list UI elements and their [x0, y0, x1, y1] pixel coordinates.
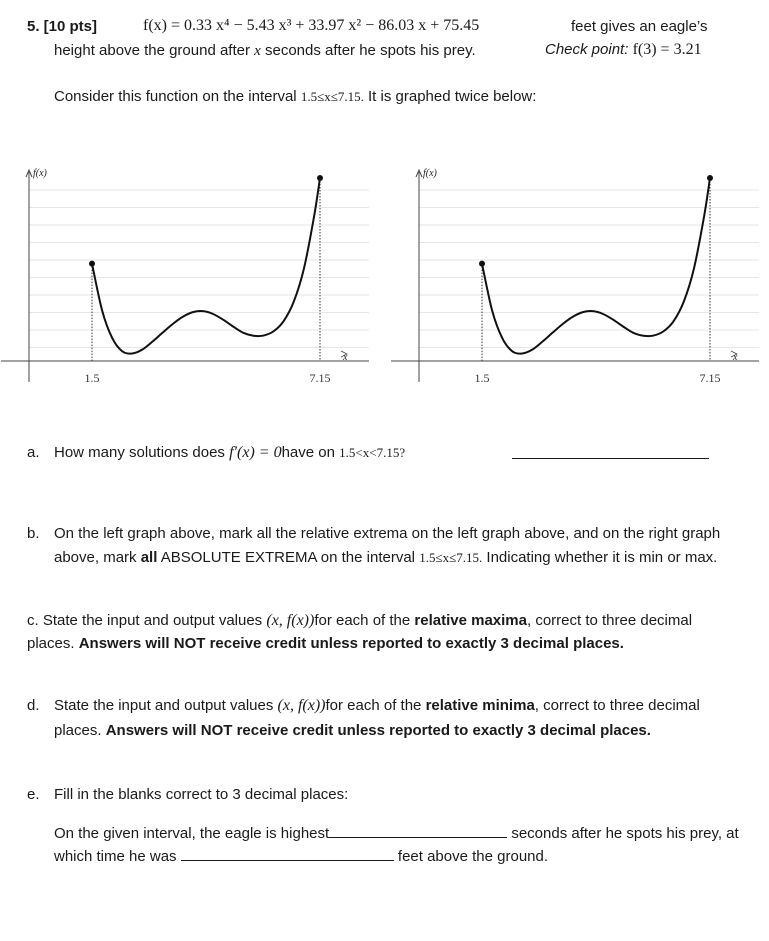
left-tick-label-left: 1.5	[84, 371, 100, 385]
header-line2	[54, 42, 476, 60]
question-a-text-2: have on	[281, 444, 335, 461]
graphs-area	[0, 150, 769, 400]
question-e-feet: feet above the ground.	[397, 848, 549, 865]
left-function-curve	[92, 178, 320, 354]
question-c-text: State the input and output values	[42, 612, 263, 629]
question-c-text-3: , correct to three decimal	[526, 612, 693, 629]
question-b-absolute: ABSOLUTE EXTREMA on the interval	[160, 549, 416, 566]
question-c-places: places.	[27, 635, 75, 652]
question-a-letter: a.	[27, 444, 40, 461]
question-d-text-2: for each of the	[325, 697, 422, 714]
fprime-expression: f′(x) = 0	[229, 444, 282, 461]
question-a-text: How many solutions does	[54, 444, 225, 461]
question-d-text-3: , correct to three decimal	[534, 697, 700, 714]
intro-text-2: It is graphed twice below:	[368, 88, 537, 105]
question-a-interval: 1.5<x<7.15?	[339, 445, 406, 460]
answer-blank-e-time[interactable]	[329, 823, 507, 838]
question-c-letter: c.	[27, 612, 39, 629]
question-e-which: which time he was	[54, 848, 177, 865]
left-x-axis-label: x	[343, 352, 348, 363]
question-d-text: State the input and output values	[54, 697, 274, 714]
question-number: 5. [10 pts]	[27, 18, 98, 35]
question-d-pair: (x, f(x))	[277, 697, 326, 714]
question-c-pair: (x, f(x))	[266, 612, 315, 629]
question-c-warning: Answers will NOT receive credit unless reported to exactly 3 decimal places.	[78, 635, 624, 652]
checkpoint-value: f(3) = 3.21	[632, 41, 702, 58]
right-tick-label-right: 7.15	[699, 371, 721, 385]
right-x-axis-label: x	[733, 352, 738, 363]
question-b-text: above, mark	[54, 549, 137, 566]
header-line2-text: height above the ground after	[54, 42, 250, 59]
question-b-letter: b.	[27, 525, 40, 542]
question-c-line2	[27, 635, 624, 652]
checkpoint	[545, 41, 702, 59]
right-right-endpoint-dot	[707, 175, 713, 181]
right-left-endpoint-dot	[479, 261, 485, 267]
checkpoint-label: Check point:	[545, 41, 629, 58]
question-e-text: Fill in the blanks correct to 3 decimal places:	[54, 786, 349, 803]
question-e-letter: e.	[27, 786, 40, 803]
right-y-axis-label: f(x)	[423, 168, 437, 179]
header-line2-tail: seconds after he spots his prey.	[265, 42, 476, 59]
left-right-endpoint-dot	[317, 175, 323, 181]
question-d-line2	[54, 722, 651, 739]
question-b-line2	[54, 549, 717, 566]
right-graph	[391, 168, 759, 385]
right-function-curve	[482, 178, 710, 354]
right-tick-label-left: 1.5	[474, 371, 490, 385]
question-b-line1: On the left graph above, mark all the relative extrema on the left graph above, and on the right graph	[54, 525, 721, 542]
question-a	[54, 444, 405, 462]
intro-line	[54, 88, 536, 105]
intro-text: Consider this function on the interval	[54, 88, 297, 105]
question-b-all: all	[140, 549, 158, 566]
question-b-interval: 1.5≤x≤7.15.	[419, 550, 483, 565]
question-e-line3	[54, 846, 548, 865]
variable-x: x	[254, 43, 261, 59]
question-e-line2	[54, 823, 739, 842]
question-d-line1	[54, 697, 700, 715]
left-y-axis-label: f(x)	[33, 168, 47, 179]
answer-blank-a[interactable]	[512, 458, 709, 459]
question-b-tail: Indicating whether it is min or max.	[486, 549, 718, 566]
question-e-seconds: seconds after he spots his prey, at	[511, 825, 739, 842]
question-e-highest: On the given interval, the eagle is highest	[54, 825, 330, 842]
left-tick-label-right: 7.15	[309, 371, 331, 385]
left-graph	[1, 168, 369, 385]
question-d-warning: Answers will NOT receive credit unless reported to exactly 3 decimal places.	[105, 722, 651, 739]
function-formula: f(x) = 0.33 x⁴ − 5.43 x³ + 33.97 x² − 86.03 x + 75.45	[143, 17, 480, 34]
question-d-places: places.	[54, 722, 102, 739]
question-d-bold: relative minima	[425, 697, 535, 714]
header-tail: feet gives an eagle’s	[571, 18, 708, 35]
question-c-line1	[27, 612, 692, 630]
question-c-bold: relative maxima	[414, 612, 527, 629]
question-c-text-2: for each of the	[314, 612, 411, 629]
question-d-letter: d.	[27, 697, 40, 714]
intro-interval: 1.5≤x≤7.15.	[300, 89, 364, 104]
answer-blank-e-height[interactable]	[181, 846, 394, 861]
left-left-endpoint-dot	[89, 261, 95, 267]
